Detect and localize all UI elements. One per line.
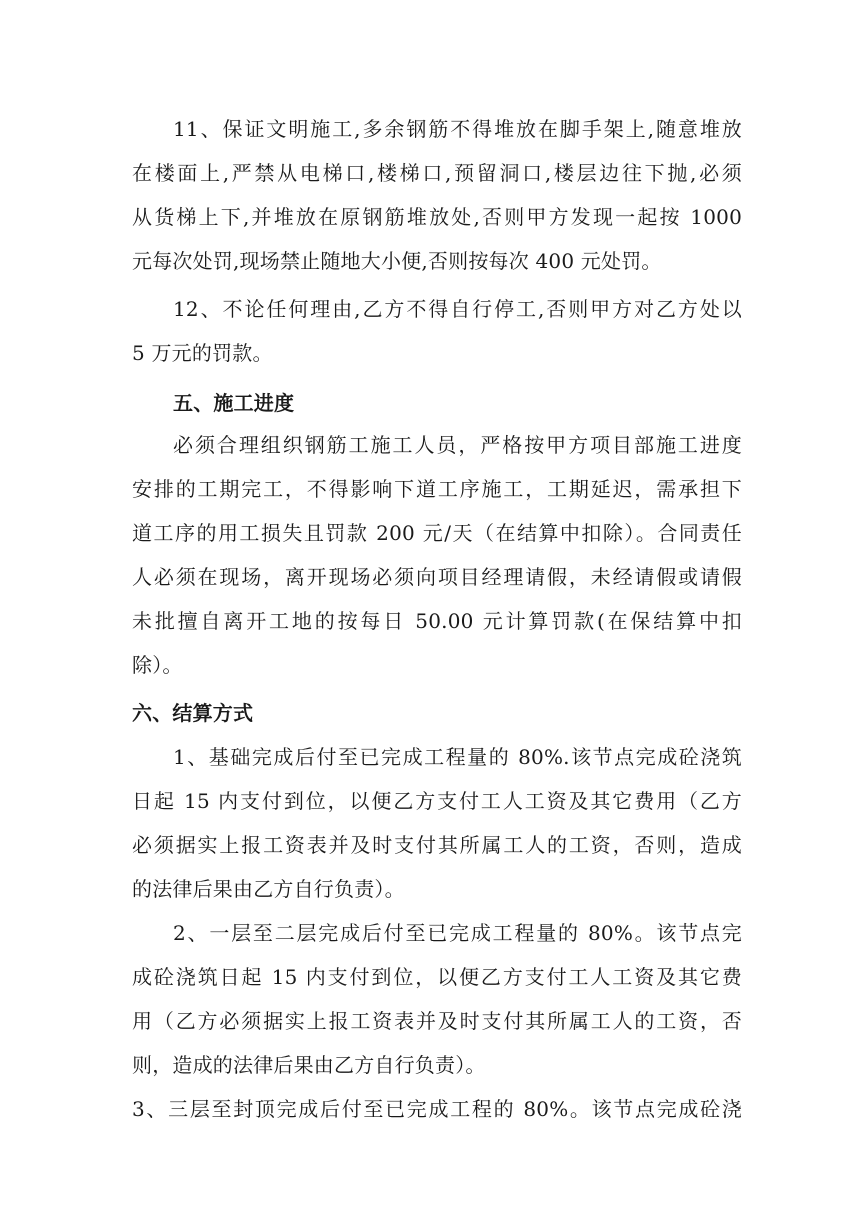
paragraph-12-line-1: 12、不论任何理由,乙方不得自行停工,否则甲方对乙方处以 xyxy=(173,297,742,321)
paragraph-11-line-4: 元每次处罚,现场禁止随地大小便,否则按每次 400 元处罚。 xyxy=(132,249,662,273)
settlement-item-1-line-2: 日起 15 内支付到位，以便乙方支付工人工资及其它费用（乙方 xyxy=(132,789,742,813)
section-heading-settlement: 六、结算方式 xyxy=(132,701,254,725)
schedule-paragraph-line-1: 必须合理组织钢筋工施工人员，严格按甲方项目部施工进度 xyxy=(173,433,742,457)
settlement-item-1-line-1: 1、基础完成后付至已完成工程量的 80%.该节点完成砼浇筑 xyxy=(173,745,742,769)
settlement-item-1-line-4: 的法律后果由乙方自行负责）。 xyxy=(132,877,405,901)
settlement-item-1-line-3: 必须据实上报工资表并及时支付其所属工人的工资，否则，造成 xyxy=(132,833,742,857)
schedule-paragraph-line-4: 人必须在现场，离开现场必须向项目经理请假，未经请假或请假 xyxy=(132,565,742,589)
paragraph-11-line-3: 从货梯上下,并堆放在原钢筋堆放处,否则甲方发现一起按 1000 xyxy=(132,205,742,229)
section-heading-schedule: 五、施工进度 xyxy=(173,391,295,415)
paragraph-12-line-2: 5 万元的罚款。 xyxy=(132,341,273,365)
settlement-item-2-line-2: 成砼浇筑日起 15 内支付到位，以便乙方支付工人工资及其它费 xyxy=(132,965,742,989)
schedule-paragraph-line-2: 安排的工期完工，不得影响下道工序施工，工期延迟，需承担下 xyxy=(132,477,742,501)
paragraph-11-line-1: 11、保证文明施工,多余钢筋不得堆放在脚手架上,随意堆放 xyxy=(173,117,742,141)
paragraph-11-line-2: 在楼面上,严禁从电梯口,楼梯口,预留洞口,楼层边往下抛,必须 xyxy=(132,161,742,185)
schedule-paragraph-line-3: 道工序的用工损失且罚款 200 元/天（在结算中扣除）。合同责任 xyxy=(132,521,742,545)
schedule-paragraph-line-6: 除）。 xyxy=(132,653,183,677)
settlement-item-2-line-1: 2、一层至二层完成后付至已完成工程量的 80%。该节点完 xyxy=(173,921,742,945)
settlement-item-2-line-3: 用（乙方必须据实上报工资表并及时支付其所属工人的工资，否 xyxy=(132,1009,742,1033)
settlement-item-2-line-4: 则，造成的法律后果由乙方自行负责）。 xyxy=(132,1053,486,1077)
settlement-item-3-line-1: 3、三层至封顶完成后付至已完成工程的 80%。该节点完成砼浇 xyxy=(132,1097,742,1121)
schedule-paragraph-line-5: 未批擅自离开工地的按每日 50.00 元计算罚款(在保结算中扣 xyxy=(132,609,742,633)
